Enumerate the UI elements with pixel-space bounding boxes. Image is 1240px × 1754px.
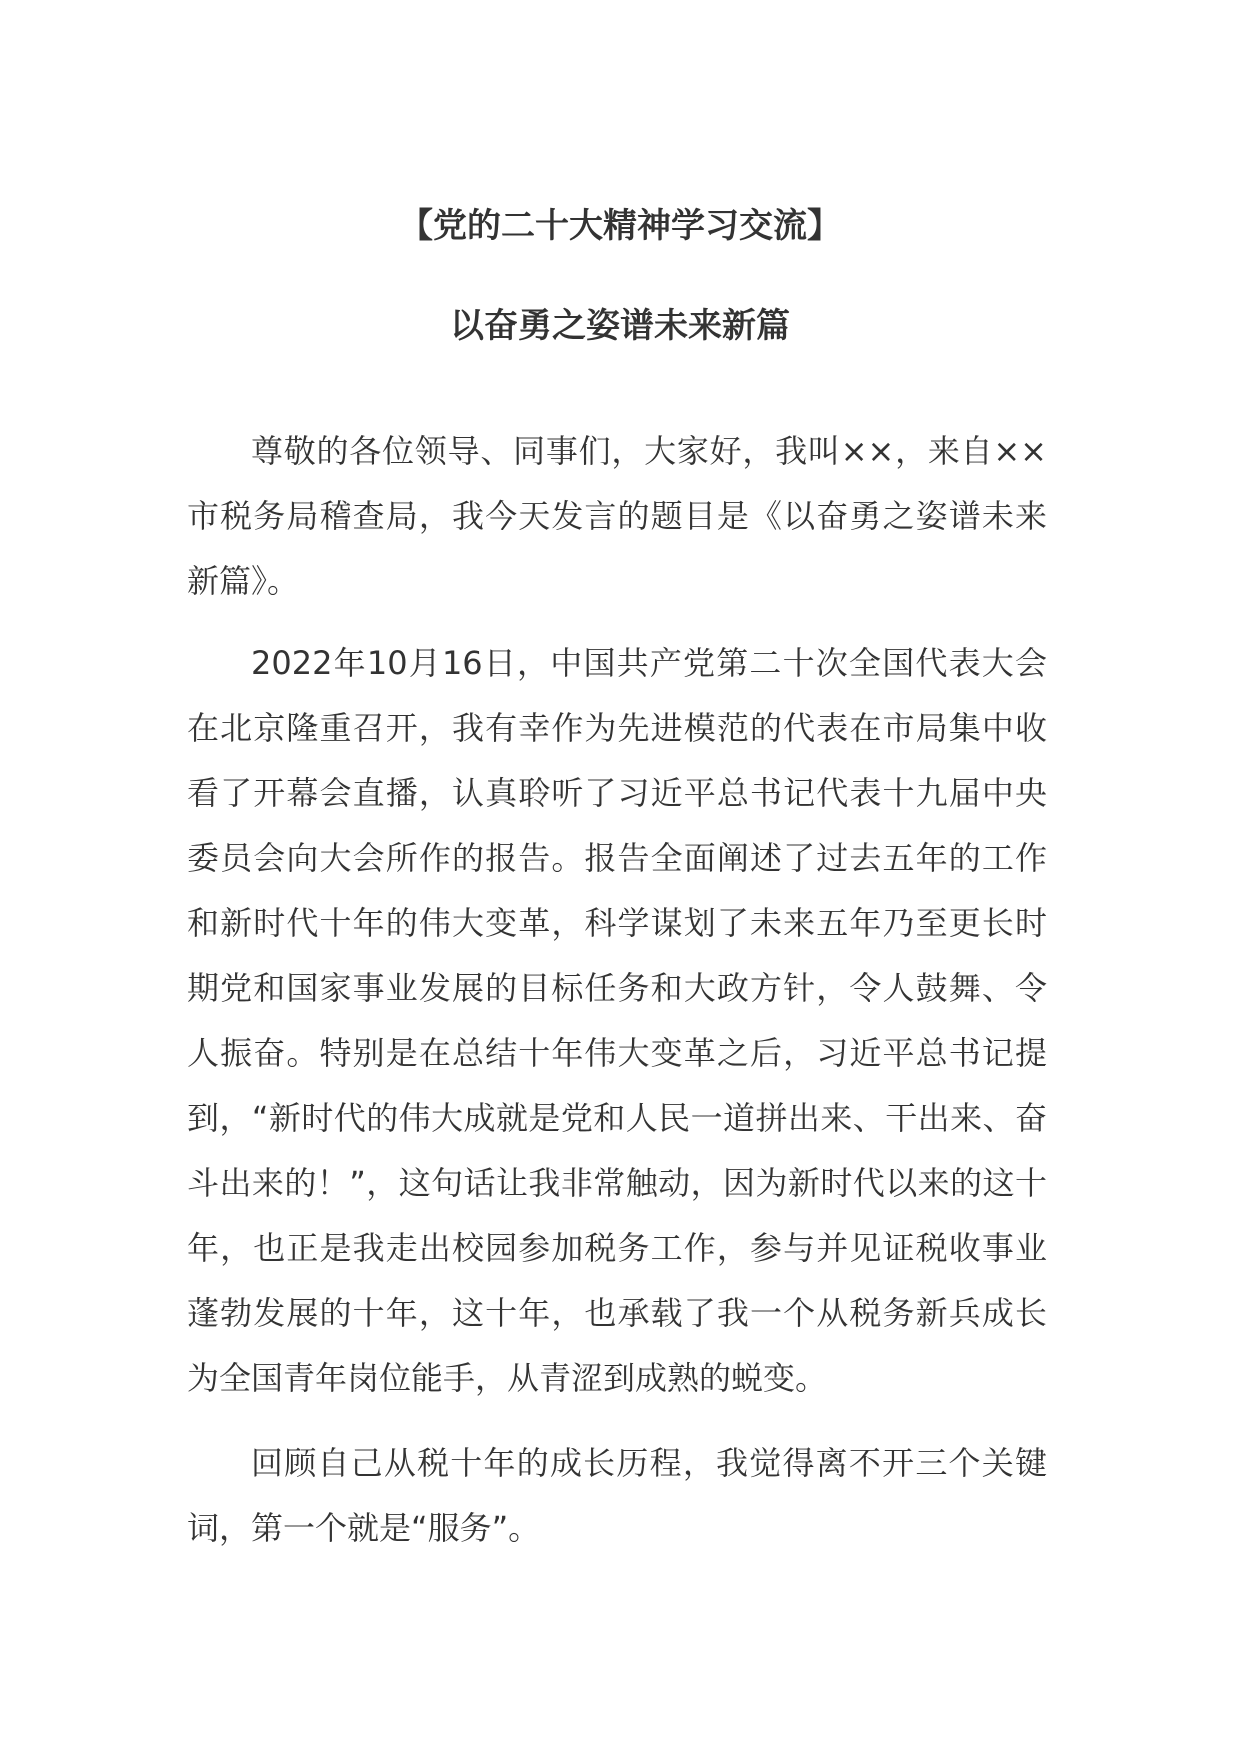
document-title: 以奋勇之姿谱未来新篇	[450, 306, 790, 346]
paragraph-text: 尊敬的各位领导、同事们，大家好，我叫××，来自××市税务局稽查局，我今天发言的题目是《以奋勇之姿谱未来新篇》。	[187, 432, 1047, 600]
paragraph-congress	[187, 631, 1047, 1411]
paragraph-text: 回顾自己从税十年的成长历程，我觉得离不开三个关键词，第一个就是“服务”。	[187, 1444, 1047, 1547]
paragraph-intro	[187, 419, 1047, 614]
document-title-series: 【党的二十大精神学习交流】	[399, 206, 841, 246]
paragraph-keywords	[187, 1431, 1047, 1561]
paragraph-text: 2022年10月16日，中国共产党第二十次全国代表大会在北京隆重召开，我有幸作为先进模范的代表在市局集中收看了开幕会直播，认真聆听了习近平总书记代表十九届中央委员会向大会所作的报告。报告全面阐述了过去五年的工作和新时代十年的伟大变革，科学谋划了未来五年乃至更长时期党和国家事业发展的目标任务和大政方针，令人鼓舞、令人振奋。特别是在总结十年伟大变革之后，习近平总书记提到，“新时代的伟大成就是党和人民一道拼出来、干出来、奋斗出来的！”，这句话让我非常触动，因为新时代以来的这十年，也正是我走出校园参加税务工作，参与并见证税收事业蓬勃发展的十年，这十年，也承载了我一个从税务新兵成长为全国青年岗位能手，从青涩到成熟的蜕变。	[187, 644, 1047, 1397]
